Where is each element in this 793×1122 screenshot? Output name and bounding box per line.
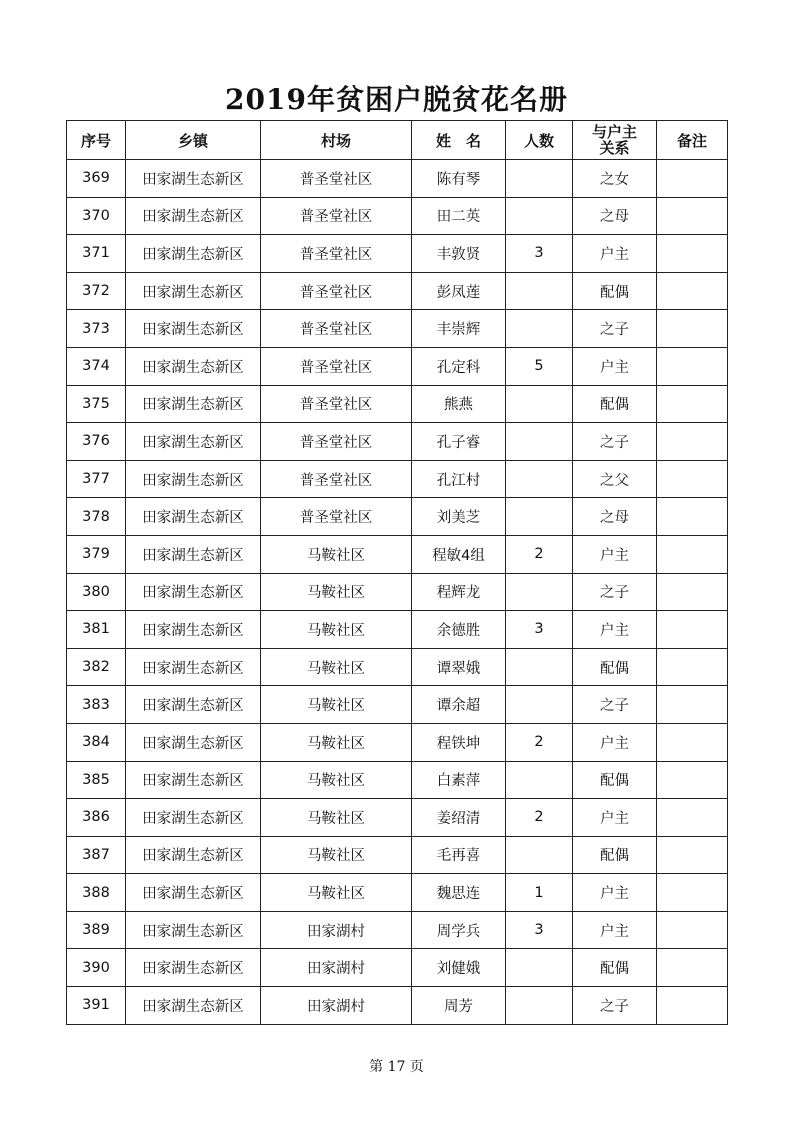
cell-count: 2 — [506, 723, 573, 761]
cell-remarks — [657, 197, 728, 235]
cell-seq: 373 — [67, 310, 126, 348]
cell-township: 田家湖生态新区 — [126, 761, 261, 799]
cell-relation: 户主 — [573, 874, 657, 912]
cell-seq: 379 — [67, 535, 126, 573]
cell-relation: 之母 — [573, 197, 657, 235]
cell-township: 田家湖生态新区 — [126, 347, 261, 385]
cell-count — [506, 949, 573, 987]
cell-relation: 之父 — [573, 460, 657, 498]
cell-remarks — [657, 498, 728, 536]
cell-relation: 户主 — [573, 611, 657, 649]
table-row — [67, 272, 728, 310]
cell-village: 普圣堂社区 — [261, 347, 412, 385]
cell-count: 2 — [506, 799, 573, 837]
cell-relation: 户主 — [573, 535, 657, 573]
table-row — [67, 347, 728, 385]
cell-seq: 374 — [67, 347, 126, 385]
cell-count: 2 — [506, 535, 573, 573]
cell-count — [506, 385, 573, 423]
cell-seq: 384 — [67, 723, 126, 761]
cell-name: 程敏4组 — [412, 535, 506, 573]
cell-remarks — [657, 347, 728, 385]
cell-remarks — [657, 423, 728, 461]
cell-relation: 配偶 — [573, 836, 657, 874]
cell-count — [506, 460, 573, 498]
cell-count — [506, 573, 573, 611]
cell-seq: 381 — [67, 611, 126, 649]
header-township: 乡镇 — [126, 121, 261, 160]
cell-township: 田家湖生态新区 — [126, 723, 261, 761]
cell-township: 田家湖生态新区 — [126, 197, 261, 235]
cell-relation: 之子 — [573, 686, 657, 724]
cell-name: 丰敦贤 — [412, 235, 506, 273]
cell-village: 马鞍社区 — [261, 611, 412, 649]
cell-relation: 配偶 — [573, 385, 657, 423]
cell-relation: 户主 — [573, 347, 657, 385]
cell-township: 田家湖生态新区 — [126, 987, 261, 1025]
cell-count — [506, 686, 573, 724]
table-row — [67, 235, 728, 273]
cell-name: 周芳 — [412, 987, 506, 1025]
cell-relation: 之子 — [573, 987, 657, 1025]
header-row — [67, 121, 728, 160]
cell-seq: 380 — [67, 573, 126, 611]
table-row — [67, 310, 728, 348]
cell-count — [506, 310, 573, 348]
cell-name: 陈有琴 — [412, 160, 506, 198]
cell-seq: 386 — [67, 799, 126, 837]
table-row — [67, 648, 728, 686]
table-row — [67, 573, 728, 611]
cell-township: 田家湖生态新区 — [126, 535, 261, 573]
cell-relation: 之子 — [573, 573, 657, 611]
cell-village: 马鞍社区 — [261, 535, 412, 573]
table-row — [67, 160, 728, 198]
table-row — [67, 911, 728, 949]
cell-remarks — [657, 460, 728, 498]
table-row — [67, 385, 728, 423]
cell-township: 田家湖生态新区 — [126, 648, 261, 686]
cell-relation: 户主 — [573, 799, 657, 837]
cell-name: 毛再喜 — [412, 836, 506, 874]
cell-remarks — [657, 611, 728, 649]
cell-township: 田家湖生态新区 — [126, 949, 261, 987]
cell-township: 田家湖生态新区 — [126, 272, 261, 310]
cell-township: 田家湖生态新区 — [126, 160, 261, 198]
cell-village: 普圣堂社区 — [261, 460, 412, 498]
cell-township: 田家湖生态新区 — [126, 310, 261, 348]
table-row — [67, 836, 728, 874]
cell-seq: 377 — [67, 460, 126, 498]
cell-remarks — [657, 160, 728, 198]
header-count: 人数 — [506, 121, 573, 160]
cell-name: 刘美芝 — [412, 498, 506, 536]
table-row — [67, 686, 728, 724]
cell-seq: 371 — [67, 235, 126, 273]
cell-relation: 配偶 — [573, 272, 657, 310]
cell-township: 田家湖生态新区 — [126, 611, 261, 649]
cell-relation: 配偶 — [573, 949, 657, 987]
cell-count — [506, 648, 573, 686]
cell-name: 熊燕 — [412, 385, 506, 423]
cell-count — [506, 761, 573, 799]
cell-seq: 378 — [67, 498, 126, 536]
cell-relation: 之母 — [573, 498, 657, 536]
cell-name: 丰崇辉 — [412, 310, 506, 348]
cell-name: 周学兵 — [412, 911, 506, 949]
cell-count: 5 — [506, 347, 573, 385]
header-remarks: 备注 — [657, 121, 728, 160]
cell-name: 魏思连 — [412, 874, 506, 912]
table-row — [67, 723, 728, 761]
cell-seq: 389 — [67, 911, 126, 949]
cell-relation: 之子 — [573, 423, 657, 461]
cell-remarks — [657, 987, 728, 1025]
cell-village: 田家湖村 — [261, 987, 412, 1025]
cell-remarks — [657, 573, 728, 611]
cell-count: 3 — [506, 235, 573, 273]
cell-seq: 370 — [67, 197, 126, 235]
cell-remarks — [657, 686, 728, 724]
cell-seq: 369 — [67, 160, 126, 198]
cell-name: 谭翠娥 — [412, 648, 506, 686]
cell-township: 田家湖生态新区 — [126, 498, 261, 536]
cell-seq: 382 — [67, 648, 126, 686]
cell-remarks — [657, 911, 728, 949]
header-relation — [573, 121, 657, 160]
cell-seq: 383 — [67, 686, 126, 724]
cell-name: 余德胜 — [412, 611, 506, 649]
cell-remarks — [657, 836, 728, 874]
table-row — [67, 949, 728, 987]
cell-seq: 390 — [67, 949, 126, 987]
cell-township: 田家湖生态新区 — [126, 423, 261, 461]
cell-remarks — [657, 874, 728, 912]
cell-remarks — [657, 648, 728, 686]
table-row — [67, 197, 728, 235]
cell-seq: 375 — [67, 385, 126, 423]
table-row — [67, 799, 728, 837]
cell-remarks — [657, 799, 728, 837]
cell-village: 普圣堂社区 — [261, 235, 412, 273]
cell-village: 普圣堂社区 — [261, 197, 412, 235]
cell-seq: 372 — [67, 272, 126, 310]
cell-village: 普圣堂社区 — [261, 272, 412, 310]
cell-remarks — [657, 535, 728, 573]
cell-village: 普圣堂社区 — [261, 310, 412, 348]
cell-township: 田家湖生态新区 — [126, 235, 261, 273]
cell-village: 普圣堂社区 — [261, 160, 412, 198]
table-row — [67, 498, 728, 536]
cell-village: 马鞍社区 — [261, 836, 412, 874]
cell-remarks — [657, 761, 728, 799]
cell-remarks — [657, 235, 728, 273]
cell-count — [506, 197, 573, 235]
cell-name: 孔定科 — [412, 347, 506, 385]
cell-relation: 户主 — [573, 911, 657, 949]
cell-name: 白素萍 — [412, 761, 506, 799]
cell-remarks — [657, 272, 728, 310]
cell-township: 田家湖生态新区 — [126, 686, 261, 724]
cell-township: 田家湖生态新区 — [126, 385, 261, 423]
table-body — [67, 160, 728, 1025]
cell-village: 马鞍社区 — [261, 799, 412, 837]
cell-relation: 户主 — [573, 723, 657, 761]
cell-name: 刘健娥 — [412, 949, 506, 987]
cell-seq: 388 — [67, 874, 126, 912]
cell-count — [506, 272, 573, 310]
cell-name: 孔子睿 — [412, 423, 506, 461]
header-relation-line1: 与户主 — [591, 123, 637, 141]
cell-count: 3 — [506, 611, 573, 649]
cell-village: 田家湖村 — [261, 949, 412, 987]
cell-relation: 之子 — [573, 310, 657, 348]
table-row — [67, 460, 728, 498]
cell-township: 田家湖生态新区 — [126, 836, 261, 874]
header-relation-line2: 关系 — [599, 139, 630, 157]
table-row — [67, 535, 728, 573]
cell-village: 普圣堂社区 — [261, 498, 412, 536]
header-seq: 序号 — [67, 121, 126, 160]
cell-name: 姜绍清 — [412, 799, 506, 837]
table-header — [67, 121, 728, 160]
cell-village: 普圣堂社区 — [261, 423, 412, 461]
cell-remarks — [657, 310, 728, 348]
cell-count — [506, 836, 573, 874]
cell-village: 马鞍社区 — [261, 573, 412, 611]
cell-name: 孔江村 — [412, 460, 506, 498]
cell-name: 谭余超 — [412, 686, 506, 724]
table-row — [67, 874, 728, 912]
cell-seq: 391 — [67, 987, 126, 1025]
cell-township: 田家湖生态新区 — [126, 874, 261, 912]
page-title: 2019年贫困户脱贫花名册 — [225, 83, 568, 116]
cell-name: 程铁坤 — [412, 723, 506, 761]
cell-seq: 385 — [67, 761, 126, 799]
table-row — [67, 423, 728, 461]
table-row — [67, 761, 728, 799]
cell-village: 马鞍社区 — [261, 648, 412, 686]
cell-village: 马鞍社区 — [261, 761, 412, 799]
cell-relation: 户主 — [573, 235, 657, 273]
poverty-roster-table — [66, 120, 728, 1025]
header-name: 姓 名 — [412, 121, 506, 160]
cell-name: 彭凤莲 — [412, 272, 506, 310]
cell-count — [506, 987, 573, 1025]
cell-village: 普圣堂社区 — [261, 385, 412, 423]
header-village: 村场 — [261, 121, 412, 160]
table-row — [67, 987, 728, 1025]
cell-village: 马鞍社区 — [261, 723, 412, 761]
cell-seq: 376 — [67, 423, 126, 461]
cell-township: 田家湖生态新区 — [126, 573, 261, 611]
cell-village: 田家湖村 — [261, 911, 412, 949]
cell-name: 程辉龙 — [412, 573, 506, 611]
cell-remarks — [657, 723, 728, 761]
cell-relation: 之女 — [573, 160, 657, 198]
cell-township: 田家湖生态新区 — [126, 911, 261, 949]
cell-remarks — [657, 385, 728, 423]
cell-count — [506, 498, 573, 536]
cell-township: 田家湖生态新区 — [126, 799, 261, 837]
cell-count — [506, 423, 573, 461]
cell-name: 田二英 — [412, 197, 506, 235]
cell-count: 3 — [506, 911, 573, 949]
cell-relation: 配偶 — [573, 761, 657, 799]
cell-relation: 配偶 — [573, 648, 657, 686]
cell-township: 田家湖生态新区 — [126, 460, 261, 498]
cell-count: 1 — [506, 874, 573, 912]
cell-remarks — [657, 949, 728, 987]
table-row — [67, 611, 728, 649]
cell-count — [506, 160, 573, 198]
page-number: 第 17 页 — [369, 1059, 424, 1075]
cell-village: 马鞍社区 — [261, 874, 412, 912]
cell-village: 马鞍社区 — [261, 686, 412, 724]
cell-seq: 387 — [67, 836, 126, 874]
